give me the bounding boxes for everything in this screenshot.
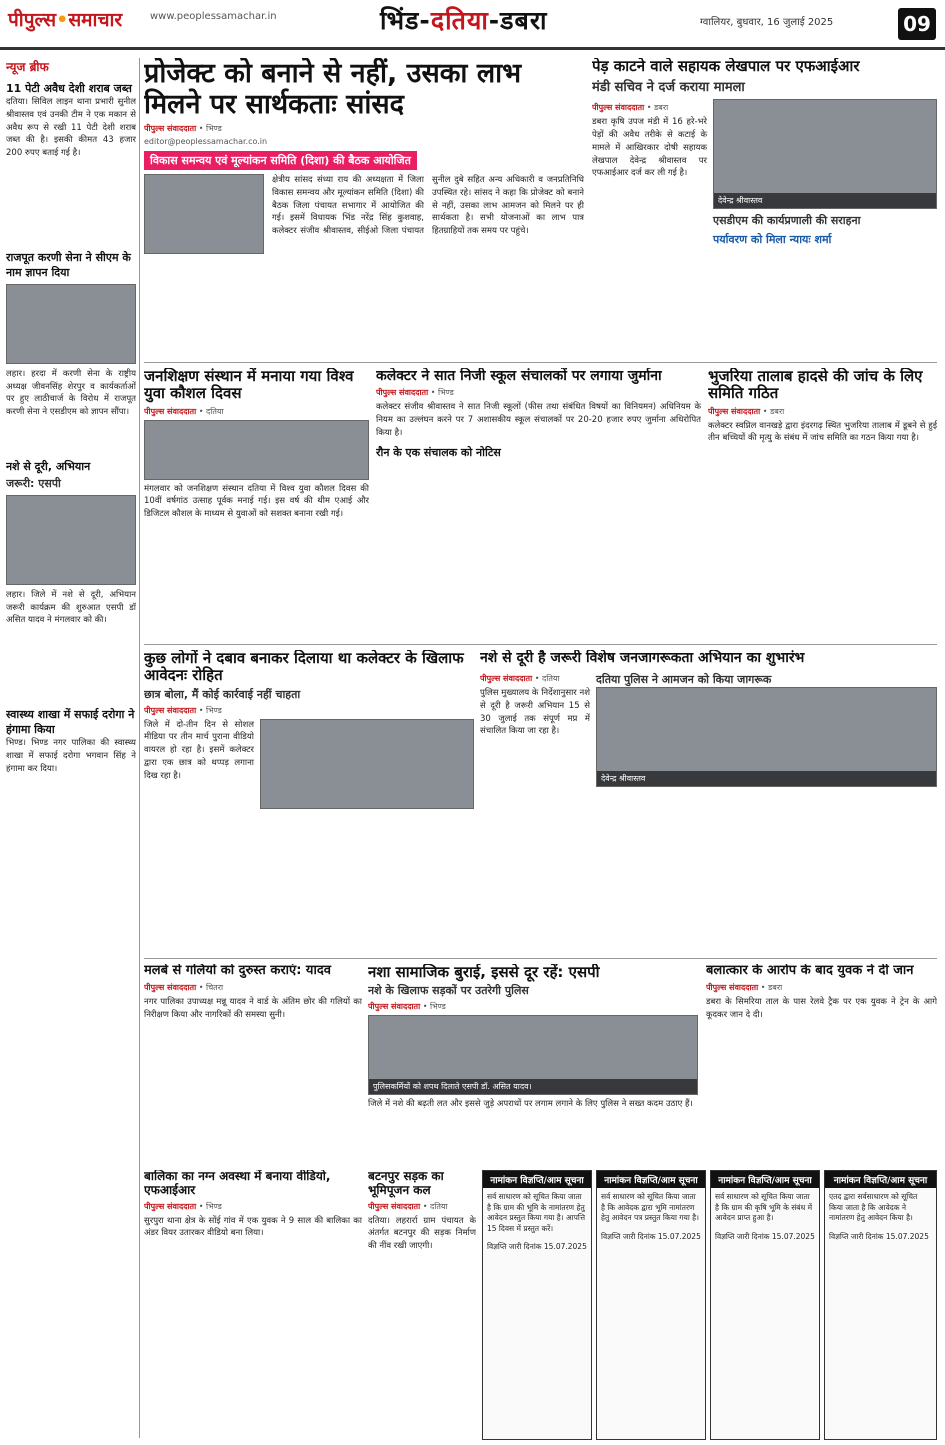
- notice-date: विज्ञप्ति जारी दिनांक 15.07.2025: [487, 1242, 587, 1251]
- public-notice: [482, 1170, 592, 1440]
- story-lane-repair: [144, 964, 362, 1164]
- story-byline: पीपुल्स संवाददाता • चितरा: [144, 982, 224, 992]
- newspaper-logo: पीपुल्स•समाचार: [8, 9, 123, 31]
- story-subsection: रौन के एक संचालक को नोटिस: [376, 446, 501, 460]
- story-school-fine: [376, 368, 701, 638]
- public-notice: [710, 1170, 820, 1440]
- story-pond-committee: [708, 368, 937, 638]
- story-headline: नशे से दूरी है जरूरी विशेष जनजागरूकता अभियान का शुभारंभ: [480, 650, 805, 666]
- story-highlight: एसडीएम की कार्यप्रणाली की सराहना: [713, 214, 861, 228]
- story-body: पुलिस मुख्यालय के निर्देशानुसार नशे से दूरी है जरूरी अभियान 15 से 30 जुलाई तक संपूर्ण मप्र में संचालित किया जा रहा है।: [480, 688, 590, 737]
- story-byline: पीपुल्स संवाददाता • दतिया: [480, 674, 560, 684]
- story-headline: नशा सामाजिक बुराई, इससे दूर रहें: एसपी: [368, 964, 600, 981]
- story-headline: पेड़ काटने वाले सहायक लेखपाल पर एफआईआर: [592, 58, 860, 75]
- story-body: दतिया। लहरार्रा ग्राम पंचायत के अंतर्गत बटनपुर की सड़क निर्माण की नींव रखी जाएगी।: [368, 1215, 476, 1252]
- story-headline: बालिका का नग्न अवस्था में बनाया वीडियो, एफआईआर: [144, 1170, 331, 1197]
- notice-date: विज्ञप्ति जारी दिनांक 15.07.2025: [601, 1231, 701, 1241]
- news-brief-column: [6, 58, 136, 1438]
- story-byline: पीपुल्स संवाददाता • दतिया: [368, 1201, 448, 1211]
- story-byline: पीपुल्स संवाददाता • डबरा: [706, 982, 783, 992]
- brief-item-title: 11 पेटी अवैध देशी शराब जब्त: [6, 82, 132, 95]
- story-fir-accountant: [592, 58, 937, 358]
- brief-photo: [6, 495, 136, 585]
- notice-title: नामांकन विज्ञप्ति/आम सूचना: [597, 1171, 705, 1188]
- story-headline: जनशिक्षण संस्थान में मनाया गया विश्व युवा कौशल दिवस: [144, 368, 354, 403]
- dateline: ग्वालियर, बुधवार, 16 जुलाई 2025: [700, 17, 834, 28]
- brief-item-title: राजपूत करणी सेना ने सीएम के नाम ज्ञापन दिया: [6, 250, 131, 279]
- brief-item-body: लहार। हरदा में करणी सेना के राष्ट्रीय अध्यक्ष जीवनसिंह शेरपुर व कार्यकर्ताओं पर हुए लाठीचार्ज के विरोध में राजपूत करणी सेना ने एसडीएम को ज्ञापन सौंपा।: [6, 368, 136, 417]
- story-subheadline: नशे के खिलाफ सड़कों पर उतरेगी पुलिस: [368, 984, 529, 998]
- story-body: कलेक्टर संजीव श्रीवास्तव ने सात निजी स्कूलों (फीस तथा संबंधित विषयों का विनियमन) अधिनियम के नियम का उल्लंघन करने पर 7 अशासकीय स्कूल संचालकों पर 20-20 हजार रुपए जुर्माना अधिरोपित किया है।: [376, 402, 701, 438]
- story-youth-suicide: [706, 964, 937, 1164]
- story-body: मंगलवार को जनशिक्षण संस्थान दतिया में विश्व युवा कौशल दिवस की 10वीं वर्षगांठ उत्साह पूर्वक मनाई गई। इस वर्ष की थीम एआई और डिजिटल कौशल के माध्यम से युवाओं को सशक्त बनाना रखी गई।: [144, 483, 369, 519]
- person-photo: देवेन्द्र श्रीवास्तव: [713, 99, 937, 209]
- story-headline: बटनपुर सड़क का भूमिपूजन कल: [368, 1170, 444, 1197]
- story-body: डबरा कृषि उपज मंडी में 16 हरे-भरे पेड़ों की अवैध तरीके से कटाई के मामले में आखिरकार दोषी सहायक लेखपाल देवेन्द्र श्रीवास्तव पर एफआईआर दर्ज कर ली गई है।: [592, 117, 707, 179]
- story-body: जिले में नशे की बढ़ती लत और इससे जुड़े अपराधों पर लगाम लगाने के लिए पुलिस ने सख्त कदम उठाए हैं।: [368, 1099, 693, 1110]
- brief-item-body: भिण्ड। भिण्ड नगर पालिका की स्वास्थ्य शाखा में सफाई दरोगा भगवान सिंह ने हंगामा कर दिया।: [6, 738, 136, 774]
- story-body: डबरा के सिमरिया ताल के पास रेलवे ट्रैक पर एक युवक ने ट्रेन के आगे कूदकर जान दे दी।: [706, 996, 937, 1020]
- story-photo: देवेन्द्र श्रीवास्तव: [596, 687, 937, 787]
- masthead: [0, 0, 945, 50]
- story-byline: पीपुल्स संवाददाता • डबरा: [592, 103, 669, 113]
- story-body: जिले में दो-तीन दिन से सोशल मीडिया पर तीन मार्च पुराना वीडियो वायरल हो रहा है। इसमें कलेक्टर द्वारा एक छात्र को थप्पड़ लगाना दिख रहा है।: [144, 719, 254, 781]
- story-headline: कलेक्टर ने सात निजी स्कूल संचालकों पर लगाया जुर्माना: [376, 368, 662, 384]
- story-photo: पुलिसकर्मियों को शपथ दिलाते एसपी डॉ. असित यादव।: [368, 1015, 698, 1095]
- story-byline: पीपुल्स संवाददाता • दतिया: [144, 406, 224, 416]
- page-number: 09: [898, 8, 936, 40]
- story-body: कलेक्टर स्वप्निल वानखड़े द्वारा इंदरगढ़ स्थित भुजरिया तालाब में डूबने से हुई तीन बच्चियों की मृत्यु के संबंध में जांच समिति का गठन किया गया है।: [708, 420, 937, 444]
- photo-title: दतिया पुलिस ने आमजन को किया जागरूक: [596, 673, 772, 687]
- story-byline: पीपुल्स संवाददाता • भिण्ड: [368, 1002, 446, 1012]
- story-road-bhoomipujan: [368, 1170, 476, 1440]
- story-headline: कुछ लोगों ने दबाव बनाकर दिलाया था कलेक्टर के खिलाफ आवेदनः रोहित: [144, 650, 464, 685]
- column-divider: [139, 58, 140, 1438]
- story-byline: पीपुल्स संवाददाता • भिण्ड: [376, 388, 454, 398]
- notice-title: नामांकन विज्ञप्ति/आम सूचना: [483, 1171, 591, 1188]
- brief-photo: [6, 284, 136, 364]
- story-photo: [260, 719, 474, 809]
- story-sp-drug-evil: [368, 964, 698, 1164]
- story-youth-skill-day: [144, 368, 369, 638]
- notice-title: नामांकन विज्ञप्ति/आम सूचना: [711, 1171, 819, 1188]
- horizontal-divider: [144, 362, 937, 363]
- story-headline: बलात्कार के आरोप के बाद युवक ने दी जान: [706, 964, 914, 978]
- lead-byline: पीपुल्स संवाददाता • भिण्ड: [144, 124, 222, 134]
- brief-item-body: लहार। जिले में नशे से दूरी, अभियान जरूरी कार्यक्रम की शुरुआत एसपी डॉ असित यादव ने मंगलवार को की।: [6, 589, 136, 626]
- story-subheadline: छात्र बोला, मैं कोई कार्रवाई नहीं चाहता: [144, 687, 301, 701]
- brief-item-sub: जरूरी: एसपी: [6, 476, 61, 490]
- brief-item-body: दतिया। सिविल लाइन थाना प्रभारी सुनील श्रीवास्तव एवं उनकी टीम ने एक मकान से अवैध रूप से रखी 11 पेटी देशी शराब जब्त की है। इसकी कीमत 43 हजार 200 रुपए बताई गई है।: [6, 97, 136, 158]
- horizontal-divider: [144, 958, 937, 959]
- notice-body: सर्व साधारण को सूचित किया जाता है कि ग्राम की भूमि के नामांतरण हेतु आवेदन प्रस्तुत किया गया है। आपत्ति 15 दिवस में प्रस्तुत करें।: [487, 1192, 586, 1233]
- lead-headline: प्रोजेक्ट को बनाने से नहीं, उसका लाभ मिलने पर सार्थकताः सांसद: [144, 58, 522, 121]
- story-photo: [144, 420, 369, 480]
- website-url[interactable]: www.peoplessamachar.in: [150, 11, 277, 22]
- notice-title: नामांकन विज्ञप्ति/आम सूचना: [825, 1171, 936, 1188]
- brief-label: न्यूज ब्रीफ: [6, 60, 49, 74]
- notice-body: सर्व साधारण को सूचित किया जाता है कि आवेदक द्वारा भूमि नामांतरण हेतु आवेदन पत्र प्रस्तुत किया गया है।: [601, 1192, 700, 1222]
- notice-body: एतद द्वारा सर्वसाधारण को सूचित किया जाता है कि आवेदक ने नामांतरण हेतु आवेदन किया है।: [829, 1192, 918, 1222]
- story-drug-awareness: [480, 650, 937, 950]
- story-headline: मलबे से गलियों को दुरुस्त कराएं: यादव: [144, 964, 331, 978]
- lead-email[interactable]: editor@peoplessamachar.co.in: [144, 137, 268, 147]
- notice-body: सर्व साधारण को सूचित किया जाता है कि ग्राम की कृषि भूमि के संबंध में आवेदन प्राप्त हुआ है।: [715, 1192, 813, 1222]
- public-notice: [596, 1170, 706, 1440]
- story-highlight: पर्यावरण को मिला न्यायः शर्मा: [713, 233, 832, 247]
- story-body: नगर पालिका उपाध्यक्ष मन्नू यादव ने वार्ड के अंतिम छोर की गलियों का निरीक्षण किया और नागरिकों की समस्या सुनी।: [144, 996, 362, 1020]
- story-byline: पीपुल्स संवाददाता • भिण्ड: [144, 1201, 222, 1211]
- lead-photo: [144, 174, 264, 254]
- lead-subheading-bar: विकास समन्वय एवं मूल्यांकन समिति (दिशा) की बैठक आयोजित: [144, 151, 417, 170]
- story-body: सुरपुरा थाना क्षेत्र के सोंई गांव में एक युवक ने 9 साल की बालिका का अंडर वियर उतारकर वीडियो बना लिया।: [144, 1215, 362, 1239]
- notice-date: विज्ञप्ति जारी दिनांक 15.07.2025: [715, 1231, 815, 1241]
- story-subheadline: मंडी सचिव ने दर्ज कराया मामला: [592, 80, 745, 96]
- story-collector-complaint: [144, 650, 474, 950]
- lead-story: [144, 58, 584, 358]
- public-notice: [824, 1170, 937, 1440]
- story-girl-video: [144, 1170, 362, 1440]
- lead-body: क्षेत्रीय सांसद संध्या राय की अध्यक्षता में जिला विकास समन्वय और मूल्यांकन समिति (दिशा) की बैठक जिला पंचायत सभागार में आयोजित की गई। इसमें विधायक भिंड नरेंद्र सिंह कुशवाह, कलेक्टर संजीव श्रीवास्तव, सीईओ जिला पंचायत सुनील दुबे सहित अन्य अधिकारी व जनप्रतिनिधि उपस्थित रहे। सांसद ने कहा कि प्रोजेक्ट को बनाने से नहीं, उसका लाभ आमजन को मिलने पर ही सार्थकता है। सभी योजनाओं का लाभ पात्र हितग्राहियों तक समय पर पहुंचे।: [272, 175, 584, 237]
- section-title: भिंड-दतिया-डबरा: [380, 6, 548, 35]
- story-byline: पीपुल्स संवाददाता • डबरा: [708, 406, 785, 416]
- brief-item-title: नशे से दूरी, अभियान: [6, 459, 91, 473]
- horizontal-divider: [144, 644, 937, 645]
- story-headline: भुजरिया तालाब हादसे की जांच के लिए समिति गठित: [708, 368, 923, 403]
- notice-date: विज्ञप्ति जारी दिनांक 15.07.2025: [829, 1231, 929, 1241]
- brief-item-title: स्वास्थ्य शाखा में सफाई दरोगा ने हंगामा किया: [6, 708, 135, 736]
- story-byline: पीपुल्स संवाददाता • भिण्ड: [144, 705, 222, 715]
